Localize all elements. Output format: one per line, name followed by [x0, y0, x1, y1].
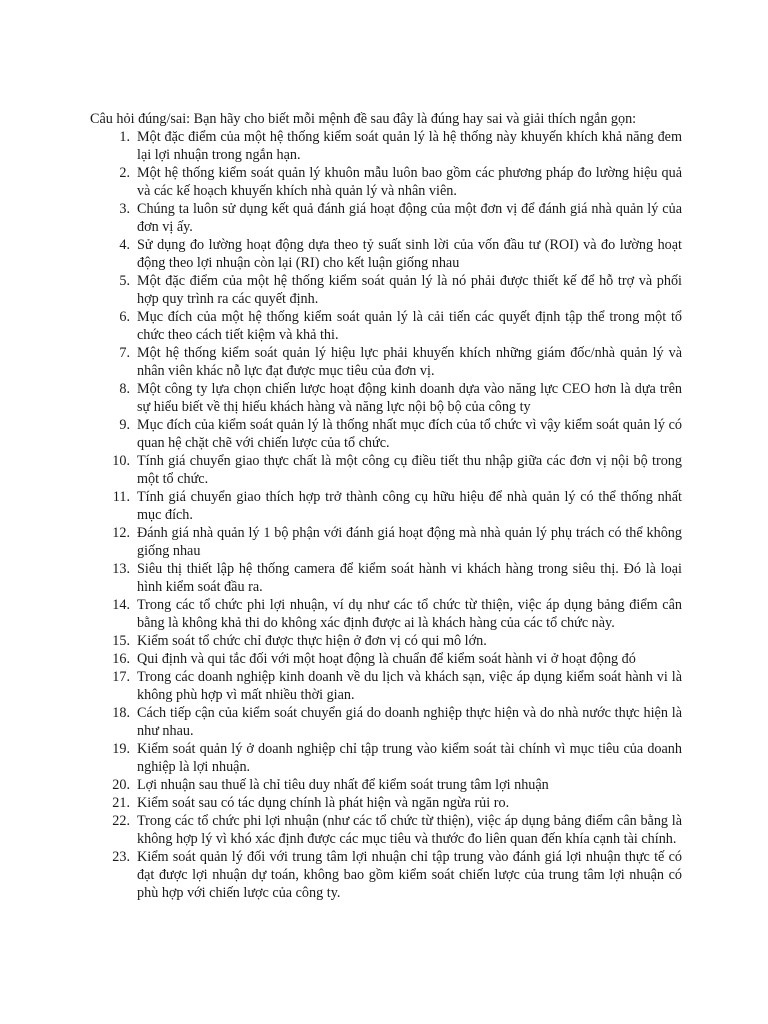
question-item — [0, 740, 682, 776]
question-item — [0, 452, 682, 488]
question-number: 8. — [119, 381, 130, 397]
question-number: 7. — [119, 345, 130, 361]
question-number: 12. — [112, 525, 130, 541]
question-item — [0, 704, 682, 740]
question-number: 3. — [119, 201, 130, 217]
question-text: Siêu thị thiết lập hệ thống camera để kiểm soát hành vi khách hàng trong siêu thị. Đó là loại hình kiểm soát đầu ra. — [137, 561, 682, 595]
question-item — [0, 416, 682, 452]
question-item — [0, 488, 682, 524]
question-item — [0, 272, 682, 308]
intro-text: Câu hỏi đúng/sai: Bạn hãy cho biết mỗi mệnh đề sau đây là đúng hay sai và giải thích ngắn gọn: — [90, 111, 637, 127]
question-item — [0, 596, 682, 632]
question-text: Trong các tổ chức phi lợi nhuận, ví dụ như các tổ chức từ thiện, việc áp dụng bảng điểm cân bằng là không khả thi do không xác định được ai là khách hàng của các tổ chức này. — [137, 597, 682, 631]
question-item — [0, 794, 682, 812]
question-item — [0, 200, 682, 236]
question-item — [0, 668, 682, 704]
question-text: Một hệ thống kiểm soát quản lý hiệu lực phải khuyến khích những giám đốc/nhà quản lý và nhân viên khác nỗ lực đạt được mục tiêu của đơn vị. — [137, 345, 682, 379]
question-item — [0, 380, 682, 416]
question-number: 15. — [112, 633, 130, 649]
question-number: 23. — [112, 849, 130, 865]
question-text: Kiểm soát tổ chức chỉ được thực hiện ở đơn vị có qui mô lớn. — [137, 633, 487, 649]
question-text: Mục đích của kiểm soát quản lý là thống nhất mục đích của tổ chức vì vậy kiểm soát quản lý có quan hệ chặt chẽ với chiến lược của tổ chức. — [137, 417, 682, 451]
question-item — [0, 344, 682, 380]
question-text: Sử dụng đo lường hoạt động dựa theo tỷ suất sinh lời của vốn đầu tư (ROI) và đo lường hoạt động theo lợi nhuận còn lại (RI) cho kết luận giống nhau — [137, 237, 682, 271]
question-number: 1. — [119, 129, 130, 145]
question-text: Tính giá chuyển giao thích hợp trở thành công cụ hữu hiệu để nhà quản lý có thể thống nhất mục đích. — [137, 489, 682, 523]
question-text: Chúng ta luôn sử dụng kết quả đánh giá hoạt động của một đơn vị để đánh giá nhà quản lý của đơn vị ấy. — [137, 201, 682, 235]
question-number: 17. — [112, 669, 130, 685]
question-item — [0, 560, 682, 596]
question-text: Kiểm soát sau có tác dụng chính là phát hiện và ngăn ngừa rủi ro. — [137, 795, 510, 811]
question-text: Cách tiếp cận của kiểm soát chuyển giá do doanh nghiệp thực hiện và do nhà nước thực hiện là như nhau. — [137, 705, 682, 739]
question-text: Kiểm soát quản lý ở doanh nghiệp chỉ tập trung vào kiểm soát tài chính vì mục tiêu của doanh nghiệp là lợi nhuận. — [137, 741, 682, 775]
question-text: Qui định và qui tắc đối với một hoạt động là chuẩn để kiểm soát hành vi ở hoạt động đó — [137, 651, 636, 667]
question-text: Tính giá chuyển giao thực chất là một công cụ điều tiết thu nhập giữa các đơn vị nội bộ trong một tổ chức. — [137, 453, 682, 487]
question-text: Một đặc điểm của một hệ thống kiểm soát quản lý là hệ thống này khuyến khích khả năng đem lại lợi nhuận trong ngắn hạn. — [137, 129, 682, 163]
question-item — [0, 776, 682, 794]
question-number: 18. — [112, 705, 130, 721]
question-text: Trong các doanh nghiệp kinh doanh về du lịch và khách sạn, việc áp dụng kiểm soát hành vi là không phù hợp vì mất nhiều thời gian. — [137, 669, 682, 703]
question-item — [0, 812, 682, 848]
question-number: 6. — [119, 309, 130, 325]
question-list — [0, 128, 682, 902]
question-number: 2. — [119, 165, 130, 181]
question-number: 13. — [112, 561, 130, 577]
question-item — [0, 524, 682, 560]
question-text: Mục đích của một hệ thống kiểm soát quản lý là cải tiến các quyết định tập thể trong một tổ chức theo cách tiết kiệm và khả thi. — [137, 309, 682, 343]
question-number: 19. — [112, 741, 130, 757]
question-number: 11. — [112, 489, 130, 505]
question-text: Lợi nhuận sau thuế là chỉ tiêu duy nhất để kiểm soát trung tâm lợi nhuận — [137, 777, 549, 793]
question-text: Đánh giá nhà quản lý 1 bộ phận với đánh giá hoạt động mà nhà quản lý phụ trách có thể không giống nhau — [137, 525, 682, 559]
question-item — [0, 650, 682, 668]
question-number: 14. — [112, 597, 130, 613]
question-text: Trong các tổ chức phi lợi nhuận (như các tổ chức từ thiện), việc áp dụng bảng điểm cân bằng là không hợp lý vì khó xác định được các mục tiêu và thước đo liên quan đến khía cạnh tài chính. — [137, 813, 682, 847]
question-text: Kiểm soát quản lý đối với trung tâm lợi nhuận chỉ tập trung vào đánh giá lợi nhuận thực tế có đạt được lợi nhuận dự toán, không bao gồm kiểm soát chiến lược của trung tâm lợi nhuận có phù hợp với chiến lược của công ty. — [137, 849, 682, 901]
question-number: 22. — [112, 813, 130, 829]
question-number: 21. — [112, 795, 130, 811]
question-item — [0, 632, 682, 650]
question-item — [0, 164, 682, 200]
question-item — [0, 128, 682, 164]
question-item — [0, 848, 682, 902]
question-text: Một công ty lựa chọn chiến lược hoạt động kinh doanh dựa vào năng lực CEO hơn là dựa trên sự hiểu biết về thị hiếu khách hàng và năng lực nội bộ bộ của công ty — [137, 381, 682, 415]
question-item — [0, 308, 682, 344]
question-number: 9. — [119, 417, 130, 433]
question-text: Một đặc điểm của một hệ thống kiểm soát quản lý là nó phải được thiết kế để hỗ trợ và phối hợp quy trình ra các quyết định. — [137, 273, 682, 307]
question-item — [0, 236, 682, 272]
question-number: 4. — [119, 237, 130, 253]
question-text: Một hệ thống kiểm soát quản lý khuôn mẫu luôn bao gồm các phương pháp đo lường hiệu quả và các kế hoạch khuyến khích nhà quản lý và nhân viên. — [137, 165, 682, 199]
question-number: 10. — [112, 453, 130, 469]
question-number: 16. — [112, 651, 130, 667]
question-number: 20. — [112, 777, 130, 793]
question-number: 5. — [119, 273, 130, 289]
